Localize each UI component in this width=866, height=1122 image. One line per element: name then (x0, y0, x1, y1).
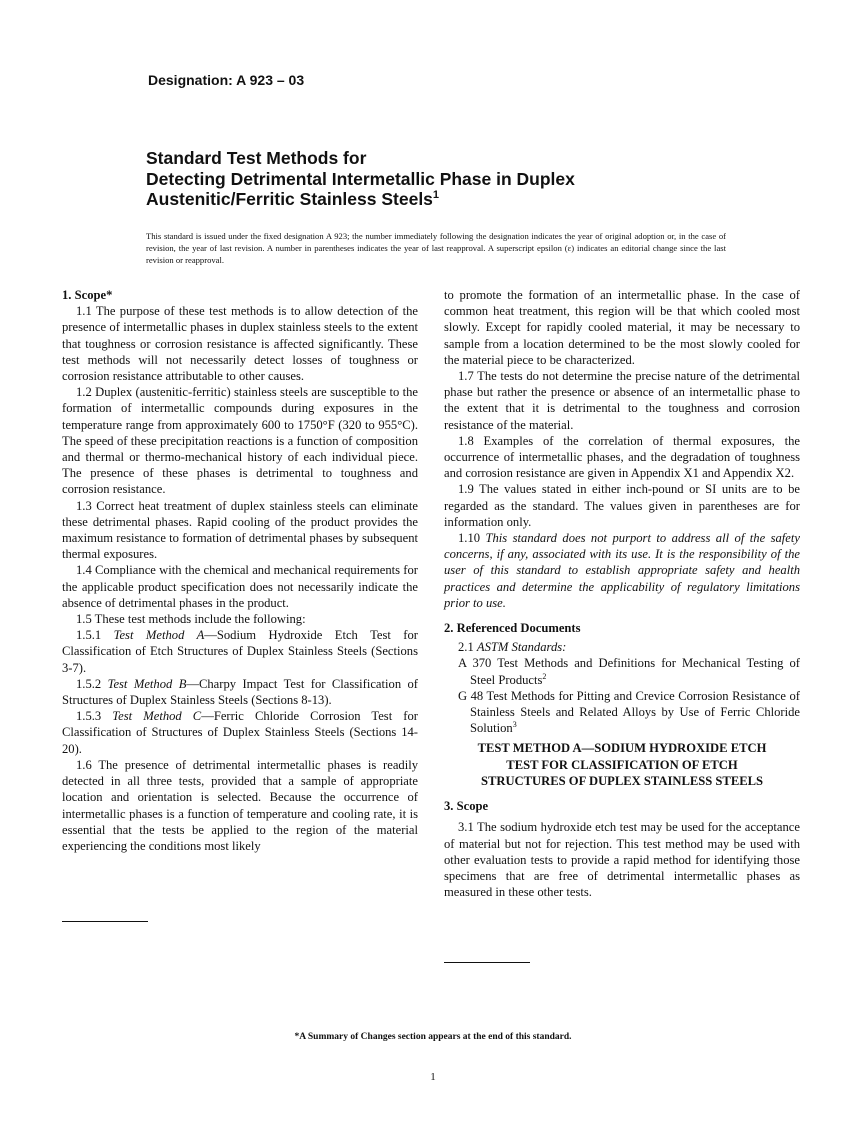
test-method-a-heading-line-2: TEST FOR CLASSIFICATION OF ETCH (506, 757, 738, 772)
document-title (146, 148, 786, 210)
test-method-a-heading-line-3: STRUCTURES OF DUPLEX STAINLESS STEELS (480, 773, 764, 788)
paragraph-1-5-1-num: 1.5.1 (76, 628, 102, 643)
test-method-b-label: Test Method B (107, 676, 187, 691)
paragraph-3-1: 3.1 The sodium hydroxide etch test may be used for the acceptance of material but not for rejection. This test method may be used with other evaluation tests to provide a rapid method for identifying those specimens that are free of detrimental intermetallic phases as measured in these other tests. (444, 820, 800, 900)
section-2-1-num: 2.1 (458, 640, 474, 655)
standard-notice: This standard is issued under the fixed designation A 923; the number immediately following the designation indicates the year of original adoption or, in the case of revision, the year of last revision. A number in parentheses indicates the year of last reapproval. A superscript epsilon (ε) indicates an editorial change since the last revision or reapproval. (146, 231, 726, 265)
paragraph-1-1: 1.1 The purpose of these test methods is to allow detection of the presence of intermetallic phases in duplex stainless steels to the extent that toughness or corrosion resistance is affected significantly. These test methods will not necessarily detect losses of toughness or corrosion resistance attributable to other causes. (62, 304, 418, 384)
paragraph-1-5-2-num: 1.5.2 (76, 676, 102, 691)
paragraph-1-5-2 (62, 676, 418, 708)
paragraph-1-3: 1.3 Correct heat treatment of duplex stainless steels can eliminate these detrimental phases. Rapid cooling of the product provides the maximum resistance to formation of detrimental phases by subsequent thermal exposures. (62, 498, 418, 562)
test-method-c-label: Test Method C (112, 709, 202, 724)
left-column (62, 287, 418, 854)
reference-a370 (458, 655, 800, 687)
paragraph-1-10-text: This standard does not purport to address all of the safety concerns, if any, associated with its use. It is the responsibility of the user of this standard to establish appropriate safety and health practices and determine the applicability of regulatory limitations prior to use. (444, 531, 800, 610)
paragraph-1-7: 1.7 The tests do not determine the precise nature of the detrimental phase but rather the presence or absence of an intermetallic phase to the extent that it is detrimental to the toughness and corrosion resistance of the material. (444, 369, 800, 432)
paragraph-1-10 (444, 530, 800, 611)
reference-g48-footnote: 3 (512, 720, 517, 730)
test-method-a-label: Test Method A (113, 628, 205, 643)
scope-heading: 1. Scope* (62, 288, 113, 302)
right-column (444, 287, 800, 900)
footnote-divider-right (444, 962, 530, 963)
test-method-a-heading (444, 740, 800, 789)
title-line-2: Detecting Detrimental Intermetallic Phase in Duplex (146, 168, 575, 189)
title-line-3-text: Austenitic/Ferritic Stainless Steels (146, 189, 433, 209)
paragraph-1-2: 1.2 Duplex (austenitic-ferritic) stainless steels are susceptible to the formation of intermetallic compounds during exposures in the temperature range from approximately 600 to 1750°F (320 to 955°C). The speed of these precipitation reactions is a function of composition and thermal or thermo-mechanical history of each individual piece. The presence of these phases is detrimental to toughness and corrosion resistance. (62, 385, 418, 497)
test-method-a-heading-line-1: TEST METHOD A—SODIUM HYDROXIDE ETCH (477, 741, 767, 756)
title-line-1: Standard Test Methods for (146, 148, 367, 168)
paragraph-1-10-num: 1.10 (458, 531, 481, 546)
paragraph-1-5-3 (62, 708, 418, 757)
designation-label: Designation: A 923 – 03 (148, 72, 305, 88)
summary-of-changes-note: *A Summary of Changes section appears at the end of this standard. (294, 1032, 572, 1042)
astm-standards-label (444, 639, 800, 655)
paragraph-1-5-1-text: —Sodium Hydroxide Etch Test for Classification of Etch Structures of Duplex Stainless Steels (Sections 3-7). (62, 628, 418, 675)
paragraph-1-6: 1.6 The presence of detrimental intermetallic phases is readily detected in all three tests, provided that a sample of appropriate location and orientation is selected. Because the occurrence of intermetallic phases is a function of temperature and cooling rate, it is essential that the tests be applied to the region of the material experiencing the conditions most likely (62, 757, 418, 853)
paragraph-1-5-3-num: 1.5.3 (76, 709, 102, 724)
reference-a370-footnote: 2 (542, 671, 547, 681)
paragraph-1-5: 1.5 These test methods include the following: (76, 612, 306, 627)
title-line-3 (146, 189, 786, 210)
paragraph-1-4: 1.4 Compliance with the chemical and mechanical requirements for the applicable product specification does not necessarily indicate the absence of detrimental phases in the product. (62, 563, 418, 610)
scope-3-heading: 3. Scope (444, 799, 489, 814)
paragraph-1-9: 1.9 The values stated in either inch-pound or SI units are to be regarded as the standard. The values given in parentheses are for information only. (444, 482, 800, 529)
paragraph-1-5-1 (62, 627, 418, 676)
paragraph-1-5-2-text: —Charpy Impact Test for Classification of Structures of Duplex Stainless Steels (Sections 8-13). (62, 676, 418, 708)
title-footnote-mark: 1 (432, 189, 440, 202)
referenced-documents-heading: 2. Referenced Documents (444, 621, 581, 636)
section-2-1-label: ASTM Standards: (476, 640, 567, 655)
reference-g48-text: G 48 Test Methods for Pitting and Crevice Corrosion Resistance of Stainless Steels and Related Alloys by Use of Ferric Chloride Solution (458, 688, 800, 736)
footnote-divider-left (62, 921, 148, 922)
paragraph-1-5-3-text: —Ferric Chloride Corrosion Test for Classification of Structures of Duplex Stainless Steels (Sections 14-20). (62, 709, 418, 756)
paragraph-1-6-continued: to promote the formation of an intermetallic phase. In the case of common heat treatment, this region will be that which cooled most slowly. Except for rapidly cooled material, it may be necessary to sample from a location determined to be the most slowly cooled for the material piece to be characterized. (444, 288, 800, 367)
reference-g48 (458, 688, 800, 737)
reference-a370-text: A 370 Test Methods and Definitions for Mechanical Testing of Steel Products (458, 656, 800, 687)
paragraph-1-8: 1.8 Examples of the correlation of thermal exposures, the occurrence of intermetallic phases, and the degradation of toughness and corrosion resistance are given in Appendix X1 and Appendix X2. (444, 433, 800, 481)
page-number: 1 (430, 1071, 436, 1083)
